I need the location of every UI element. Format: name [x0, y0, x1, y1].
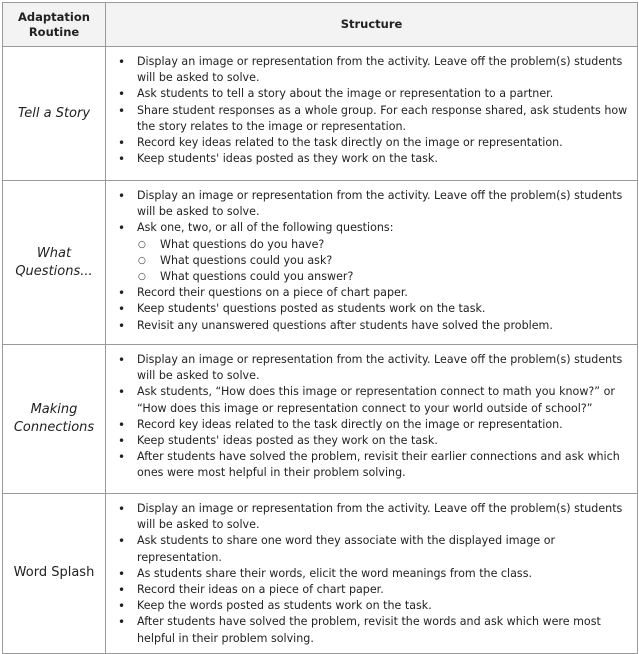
list-item: • Ask students, “How does this image or representation connect to math you know?” or “How does this image or representation connect to your world outside of school?”	[106, 384, 629, 416]
list-item: • Record key ideas related to the task directly on the image or representation.	[106, 135, 629, 151]
list-item: • After students have solved the problem, revisit the words and ask which were most helpful in their problem solving.	[106, 614, 629, 646]
sub-list-item: ○ What questions do you have?	[106, 237, 629, 253]
list-item: • Record key ideas related to the task directly on the image or representation.	[106, 417, 629, 433]
structure-list	[106, 54, 629, 167]
list-item: • Display an image or representation from the activity. Leave off the problem(s) students will be asked to solve.	[106, 188, 629, 220]
table-row-what-questions	[3, 181, 638, 345]
structure-list	[106, 352, 629, 482]
structure-cell	[106, 181, 638, 345]
list-item: • After students have solved the problem, revisit their earlier connections and ask which ones were most helpful in their problem solving.	[106, 449, 629, 481]
table-row-making-connections	[3, 345, 638, 494]
structure-list	[106, 501, 629, 647]
list-item: • Ask students to tell a story about the image or representation to a partner.	[106, 86, 629, 102]
header-structure: Structure	[106, 3, 638, 47]
structure-cell	[106, 494, 638, 654]
table-row-tell-a-story	[3, 47, 638, 181]
list-item: • Revisit any unanswered questions after students have solved the problem.	[106, 318, 629, 334]
table-header-row	[3, 3, 638, 47]
table-row-word-splash	[3, 494, 638, 654]
list-item: • Keep students' ideas posted as they work on the task.	[106, 433, 629, 449]
list-item: • Keep students' questions posted as students work on the task.	[106, 301, 629, 317]
structure-list	[106, 188, 629, 334]
list-item: • Record their questions on a piece of chart paper.	[106, 285, 629, 301]
structure-cell	[106, 345, 638, 494]
routine-name: Word Splash	[3, 494, 106, 654]
list-item: • Ask one, two, or all of the following questions:	[106, 220, 629, 236]
sub-list-item: ○ What questions could you answer?	[106, 269, 629, 285]
list-item: • Display an image or representation from the activity. Leave off the problem(s) students will be asked to solve.	[106, 54, 629, 86]
sub-list-item: ○ What questions could you ask?	[106, 253, 629, 269]
list-item: • Share student responses as a whole group. For each response shared, ask students how the story relates to the image or representation.	[106, 103, 629, 135]
list-item: • As students share their words, elicit the word meanings from the class.	[106, 566, 629, 582]
routine-name: What Questions...	[3, 181, 106, 345]
list-item: • Display an image or representation from the activity. Leave off the problem(s) students will be asked to solve.	[106, 352, 629, 384]
list-item: • Record their ideas on a piece of chart paper.	[106, 582, 629, 598]
list-item: • Display an image or representation from the activity. Leave off the problem(s) students will be asked to solve.	[106, 501, 629, 533]
header-adaptation-routine: Adaptation Routine	[3, 3, 106, 47]
list-item: • Ask students to share one word they associate with the displayed image or representation.	[106, 533, 629, 565]
routine-name: Tell a Story	[3, 47, 106, 181]
list-item: • Keep the words posted as students work on the task.	[106, 598, 629, 614]
structure-cell	[106, 47, 638, 181]
adaptation-routines-table	[2, 2, 638, 654]
list-item: • Keep students' ideas posted as they work on the task.	[106, 151, 629, 167]
routine-name: Making Connections	[3, 345, 106, 494]
